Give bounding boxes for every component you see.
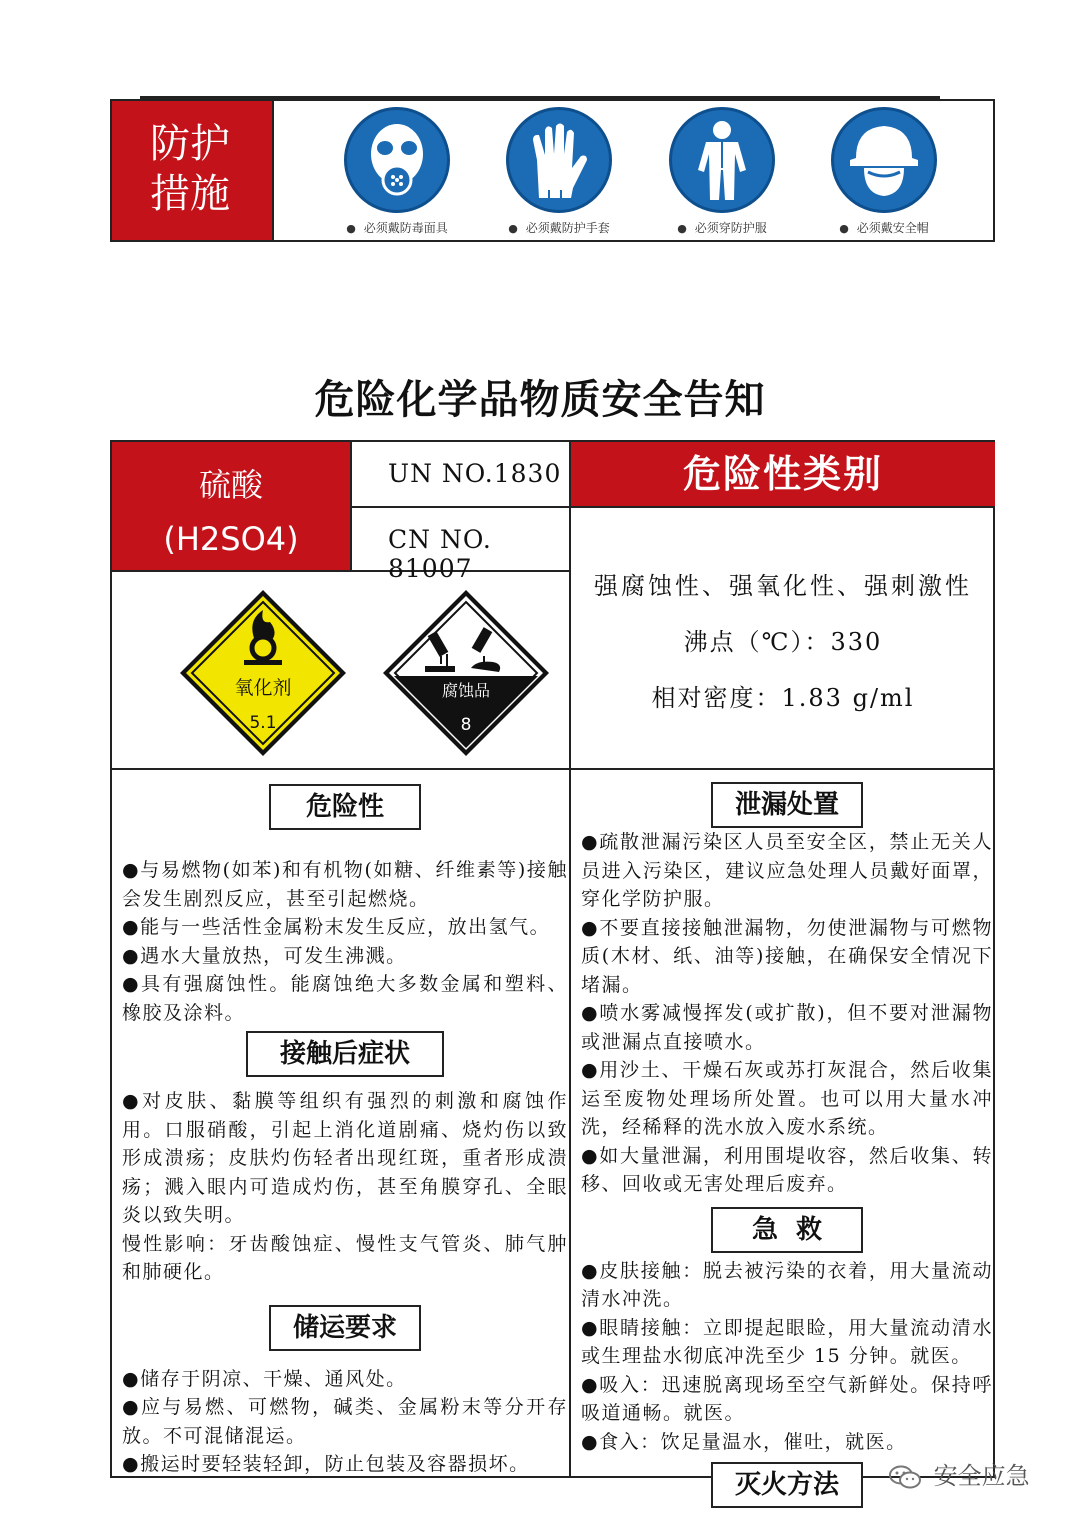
first-aid-item: ●眼睛接触：立即提起眼睑，用大量流动清水或生理盐水彻底冲洗至少 15 分钟。就医。 — [581, 1316, 993, 1367]
section-heading-leak: 泄漏处置 — [711, 782, 863, 828]
oxidizer-sign-icon — [178, 588, 348, 758]
watermark-text: 安全应急 — [933, 1462, 1030, 1490]
corrosive-label: 腐蚀品 — [441, 681, 491, 700]
corrosive-sign-icon — [381, 588, 551, 758]
protection-label — [112, 101, 274, 240]
chemical-formula: (H2SO4) — [163, 520, 299, 558]
chemical-name: 硫酸 — [198, 466, 263, 504]
gas-mask-icon — [344, 107, 450, 213]
ppe-item-gas-mask — [322, 107, 472, 236]
hazard-category-heading: 危险性类别 — [571, 442, 995, 506]
hazard-item: ●能与一些活性金属粉末发生反应，放出氢气。 — [122, 916, 551, 938]
section-heading-first-aid: 急 救 — [711, 1207, 863, 1253]
first-aid-item: ●皮肤接触：脱去被污染的衣着，用大量流动清水冲洗。 — [581, 1259, 993, 1310]
chemical-name-cell — [112, 442, 350, 570]
corrosive-class: 8 — [460, 715, 472, 735]
hazard-property-line: 强腐蚀性、强氧化性、强刺激性 — [594, 572, 972, 600]
leak-item: ●用沙土、干燥石灰或苏打灰混合，然后收集运至废物处理场所处置。也可以用大量水冲洗，经稀释的洗水放入废水系统。 — [581, 1059, 993, 1138]
protection-label-line2: 措施 — [150, 171, 230, 217]
ppe-item-gloves — [484, 107, 634, 236]
first-aid-item: ●食入：饮足量温水，催吐，就医。 — [581, 1430, 907, 1453]
leak-item: ●疏散泄漏污染区人员至安全区，禁止无关人员进入污染区，建议应急处理人员戴好面罩，穿化学防护服。 — [581, 831, 993, 910]
left-column — [122, 772, 568, 1479]
protective-suit-icon — [669, 107, 775, 213]
safety-helmet-icon — [831, 107, 937, 213]
wechat-icon — [888, 1465, 922, 1489]
cn-number: CN NO. 81007 — [388, 525, 492, 583]
leak-item: ●喷水雾减慢挥发(或扩散)，但不要对泄漏物或泄漏点直接喷水。 — [581, 1002, 993, 1053]
section-heading-hazard: 危险性 — [269, 784, 421, 830]
symptoms-item: 慢性影响：牙齿酸蚀症、慢性支气管炎、肺气肿和肺硬化。 — [122, 1232, 568, 1283]
boiling-point: 沸点（℃）：330 — [683, 628, 883, 656]
protective-gloves-icon — [506, 107, 612, 213]
storage-item: ●应与易燃、可燃物，碱类、金属粉末等分开存放。不可混储混运。 — [122, 1396, 568, 1447]
first-aid-item: ●吸入：迅速脱离现场至空气新鲜处。保持呼吸道通畅。就医。 — [581, 1373, 993, 1424]
ppe-item-helmet — [809, 107, 959, 236]
ppe-caption-helmet: ● 必须戴安全帽 — [809, 219, 959, 236]
oxidizer-label: 氧化剂 — [234, 677, 292, 699]
hazard-signs — [112, 572, 570, 768]
leak-item: ●不要直接接触泄漏物，勿使泄漏物与可燃物质(木材、纸、油等)接触，在确保安全情况下堵漏。 — [581, 916, 993, 996]
storage-item: ●搬运时要轻装轻卸，防止包装及容器损坏。 — [122, 1453, 530, 1475]
protection-panel — [110, 99, 995, 242]
relative-density: 相对密度：1.83 g/ml — [651, 684, 915, 712]
hazard-item: ●具有强腐蚀性。能腐蚀绝大多数金属和塑料、橡胶及涂料。 — [122, 973, 568, 1024]
page-title: 危险化学品物质安全告知 — [314, 377, 766, 423]
section-heading-storage: 储运要求 — [269, 1305, 421, 1351]
ppe-caption-suit: ● 必须穿防护服 — [647, 219, 797, 236]
leak-item: ●如大量泄漏，利用围堤收容，然后收集、转移、回收或无害处理后废弃。 — [581, 1144, 993, 1195]
ppe-caption-gas-mask: ● 必须戴防毒面具 — [322, 219, 472, 236]
ppe-item-suit — [647, 107, 797, 236]
hazard-properties — [571, 508, 995, 770]
protection-label-line1: 防护 — [150, 121, 230, 167]
hazard-item: ●与易燃物(如苯)和有机物(如糖、纤维素等)接触会发生剧烈反应，甚至引起燃烧。 — [122, 859, 568, 910]
symptoms-item: ●对皮肤、黏膜等组织有强烈的刺激和腐蚀作用。口服硝酸，引起上消化道剧痛、烧灼伤以致形成溃疡；皮肤灼伤轻者出现红斑，重者形成溃疡；溅入眼内可造成灼伤，甚至角膜穿孔、全眼炎以致失明。 — [122, 1090, 568, 1226]
section-heading-symptoms: 接触后症状 — [246, 1031, 444, 1077]
watermark — [888, 1456, 1030, 1491]
section-heading-fire: 灭火方法 — [711, 1462, 863, 1508]
right-column — [581, 772, 993, 1508]
storage-item: ●储存于阴凉、干燥、通风处。 — [122, 1367, 407, 1390]
un-number: UN NO.1830 — [388, 459, 562, 488]
ppe-caption-gloves: ● 必须戴防护手套 — [484, 219, 634, 236]
oxidizer-class: 5.1 — [249, 713, 277, 733]
hazard-item: ●遇水大量放热，可发生沸溅。 — [122, 944, 407, 967]
